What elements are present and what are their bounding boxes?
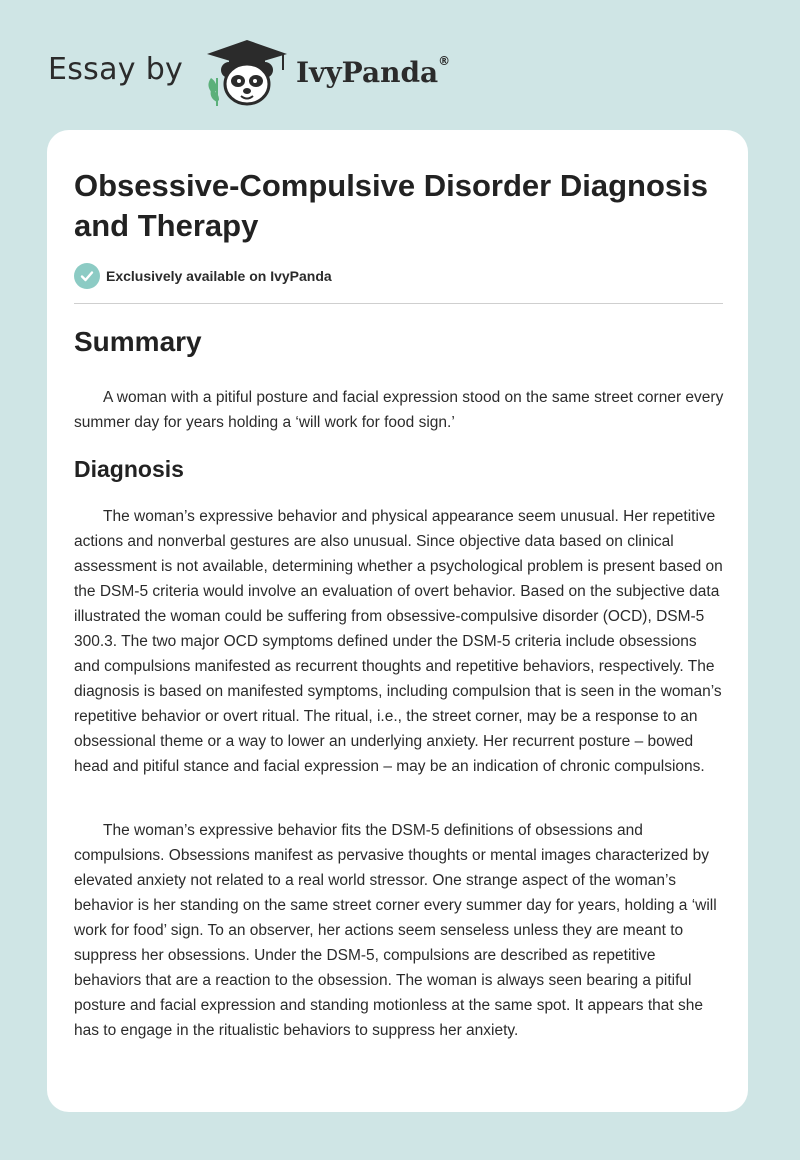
summary-heading: Summary <box>74 326 202 357</box>
exclusive-badge <box>74 263 332 289</box>
diagnosis-paragraph-2: The woman’s expressive behavior fits the DSM-5 definitions of obsessions and compulsions. Obsessions manifest as pervasive thoughts or mental images characterized by elevated anxiety not related to a real world stressor. One strange aspect of the woman’s behavior is her standing on the same street corner every summer day for years, holding a ‘will work for food’ sign. To an observer, her actions seem senseless unless they are meant to suppress her obsessions. Under the DSM-5, compulsions are described as repetitive behaviors that are a reaction to the obsession. The woman is always seen bearing a pitiful posture and facial expression and standing motionless at the same spot. It appears that she has to engage in the ritualistic behaviors to suppress her anxiety. <box>74 822 717 1039</box>
diagnosis-heading: Diagnosis <box>74 456 184 482</box>
page-title: Obsessive-Compulsive Disorder Diagnosis and Therapy <box>74 168 708 243</box>
panda-graduate-logo-icon <box>203 36 291 108</box>
site-header <box>48 36 568 108</box>
diagnosis-paragraph-1: The woman’s expressive behavior and physical appearance seem unusual. Her repetitive actions and nonverbal gestures are also unusual. Since objective data based on clinical assessment is not available, determining whether a psychological problem is present based on the DSM-5 criteria would involve an evaluation of overt behavior. Based on the subjective data illustrated the woman could be suffering from obsessive-compulsive disorder (OCD), DSM-5 300.3. The two major OCD symptoms defined under the DSM-5 criteria include obsessions and compulsions manifested as recurrent thoughts and repetitive behaviors, respectively. The diagnosis is based on manifested symptoms, including compulsion that is seen in the woman’s repetitive behavior or overt ritual. The ritual, i.e., the street corner, may be a response to an obsessional theme or a way to lower an underlying anxiety. Her recurrent posture – bowed head and pitiful stance and facial expression – may be an indication of chronic compulsions. <box>74 508 723 775</box>
checkmark-icon <box>74 263 100 289</box>
essay-card <box>47 130 748 1112</box>
essay-by-label: Essay by <box>48 52 184 87</box>
divider <box>74 303 723 304</box>
badge-label: Exclusively available on IvyPanda <box>106 268 332 284</box>
brand-name: IvyPanda® <box>296 54 451 89</box>
summary-paragraph: A woman with a pitiful posture and facial expression stood on the same street corner every summer day for years holding a ‘will work for food sign.’ <box>74 389 724 431</box>
